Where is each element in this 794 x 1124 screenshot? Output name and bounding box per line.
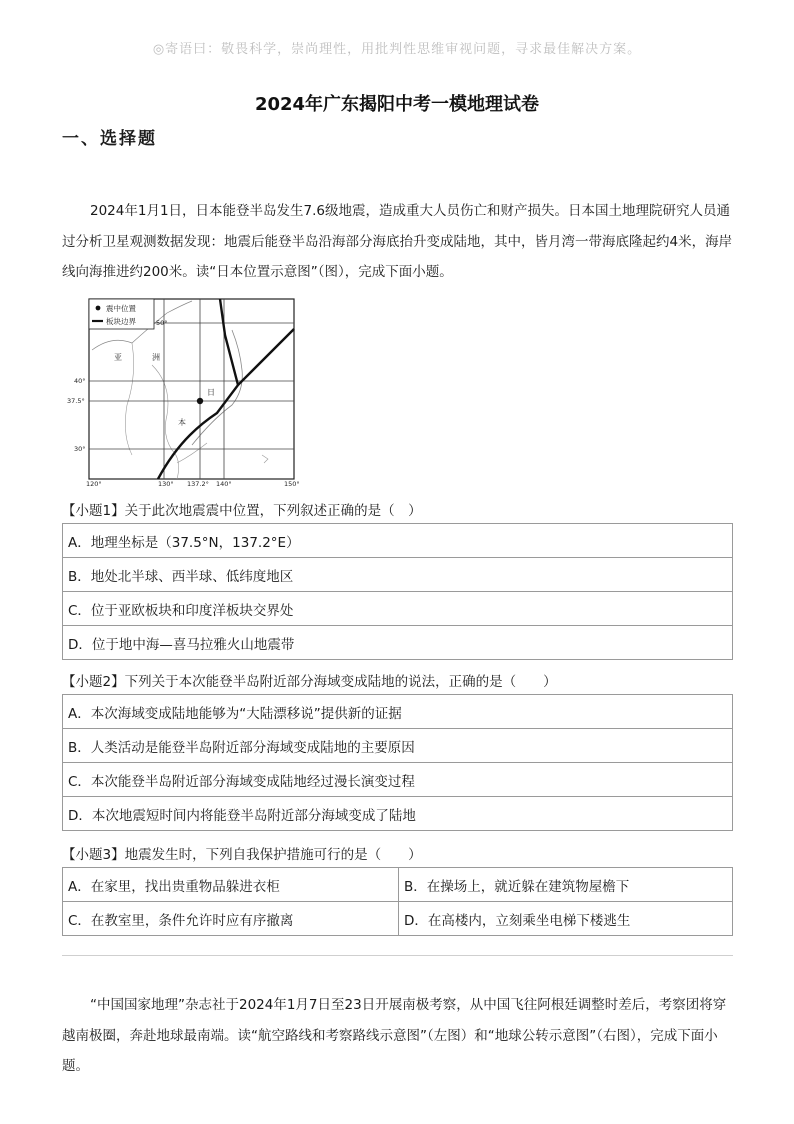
lon-label-150: 150°	[284, 480, 300, 488]
section-heading: 一、选择题	[62, 129, 157, 149]
lon-label-120: 120°	[86, 480, 102, 488]
header-motto: ◎寄语曰：敬畏科学，崇尚理性，用批判性思维审视问题，寻求最佳解决方案。	[152, 42, 642, 57]
q3-option-b[interactable]: B．在操场上，就近躲在建筑物屋檐下	[399, 868, 733, 902]
q1-option-d[interactable]: D．位于地中海—喜马拉雅火山地震带	[63, 626, 733, 660]
q3-option-d[interactable]: D．在高楼内，立刻乘坐电梯下楼逃生	[399, 902, 733, 936]
passage-1: 2024年1月1日，日本能登半岛发生7.6级地震，造成重大人员伤亡和财产损失。日本国土地理院研究人员通过分析卫星观测数据发现：地震后能登半岛沿海部分海底抬升变成陆地，其中，皆月湾一带海底隆起约4米，海岸线向海推进约200米。读“日本位置示意图”（图），完成下面小题。	[62, 203, 733, 280]
lat-label-40: 40°	[74, 377, 86, 385]
place-label-zhou: 洲	[152, 353, 160, 362]
lat-label-50: 50°	[156, 319, 168, 327]
q2-option-b[interactable]: B．人类活动是能登半岛附近部分海域变成陆地的主要原因	[63, 729, 733, 763]
page-title: 2024年广东揭阳中考一模地理试卷	[254, 94, 540, 115]
q3-option-c[interactable]: C．在教室里，条件允许时应有序撤离	[63, 902, 399, 936]
q2-option-c[interactable]: C．本次能登半岛附近部分海域变成陆地经过漫长演变过程	[63, 763, 733, 797]
place-label-ya: 亚	[114, 353, 122, 362]
question-3-options	[62, 867, 733, 936]
place-label-ben: 本	[178, 418, 186, 427]
passage-2: “中国国家地理”杂志社于2024年1月7日至23日开展南极考察，从中国飞往阿根廷调整时差后，考察团将穿越南极圈，奔赴地球最南端。读“航空路线和考察路线示意图”（左图）和“地球公转示意图”（右图），完成下面小题。	[62, 997, 727, 1074]
q3-option-a[interactable]: A．在家里，找出贵重物品躲进衣柜	[63, 868, 399, 902]
q2-option-a[interactable]: A．本次海域变成陆地能够为“大陆漂移说”提供新的证据	[63, 695, 733, 729]
question-3-stem: 【小题3】地震发生时，下列自我保护措施可行的是（ ）	[62, 847, 422, 863]
question-1-stem: 【小题1】关于此次地震震中位置，下列叙述正确的是（ ）	[62, 503, 422, 519]
q2-option-d[interactable]: D．本次地震短时间内将能登半岛附近部分海域变成了陆地	[63, 797, 733, 831]
q1-option-b[interactable]: B．地处北半球、西半球、低纬度地区	[63, 558, 733, 592]
legend-plate-boundary: 板块边界	[106, 317, 136, 326]
question-2-stem: 【小题2】下列关于本次能登半岛附近部分海域变成陆地的说法，正确的是（ ）	[62, 674, 557, 690]
q1-option-c[interactable]: C．位于亚欧板块和印度洋板块交界处	[63, 592, 733, 626]
lat-label-37-5: 37.5°	[67, 397, 85, 405]
place-label-ri: 日	[207, 388, 215, 397]
question-1-options	[62, 523, 733, 660]
section-divider	[62, 955, 733, 956]
q1-option-a[interactable]: A．地理坐标是（37.5°N，137.2°E）	[63, 524, 733, 558]
lon-label-137-2: 137.2°	[187, 480, 209, 488]
lon-label-130: 130°	[158, 480, 174, 488]
lon-label-140: 140°	[216, 480, 232, 488]
legend-epicenter: 震中位置	[106, 304, 136, 313]
japan-location-map	[67, 295, 302, 488]
lat-label-30: 30°	[74, 445, 86, 453]
epicenter-marker	[197, 398, 203, 404]
question-2-options	[62, 694, 733, 831]
